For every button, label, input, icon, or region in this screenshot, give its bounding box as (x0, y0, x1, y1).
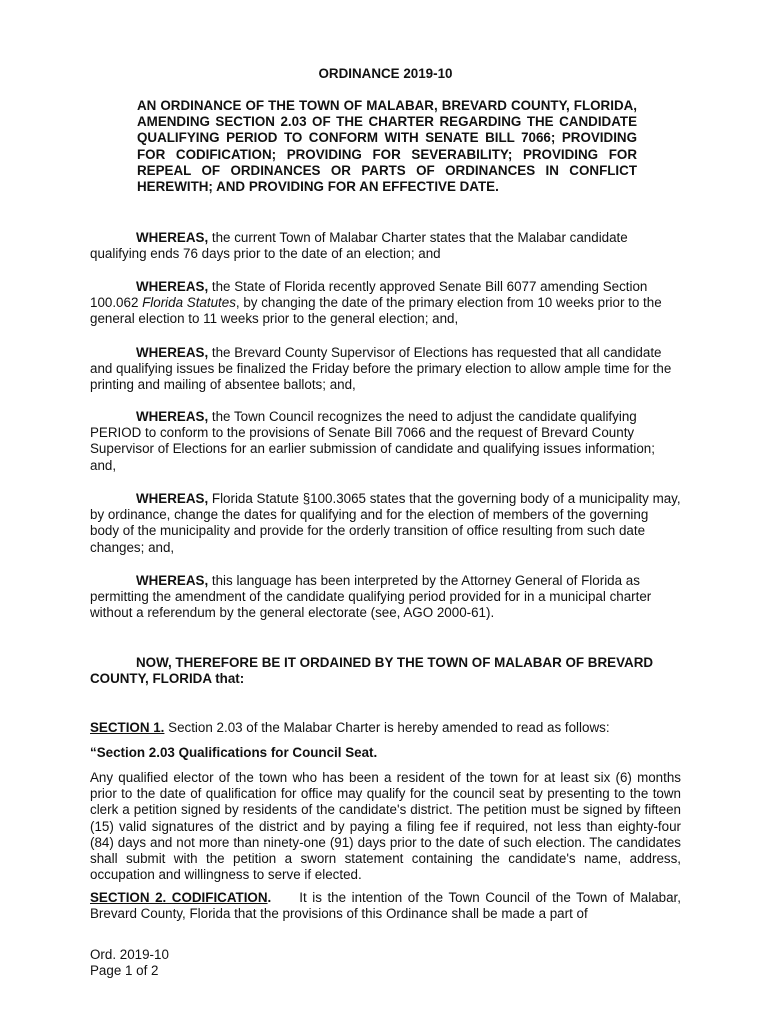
whereas-lead: WHEREAS, (136, 409, 209, 424)
whereas-text: this language has been interpreted by the Attorney General of Florida as permitting the amendment of the candidate qualifying period provided for in a municipal charter without a referendum by the general electorate (see, AGO 2000-61). (90, 573, 652, 621)
section-1-text: Section 2.03 of the Malabar Charter is hereby amended to read as follows: (164, 720, 610, 735)
whereas-lead: WHEREAS, (136, 573, 209, 588)
footer-page-number: Page 1 of 2 (90, 963, 159, 979)
page-footer (90, 947, 290, 979)
ordinance-heading: AN ORDINANCE OF THE TOWN OF MALABAR, BREVARD COUNTY, FLORIDA, AMENDING SECTION 2.03 OF THE CHARTER REGARDING THE CANDIDATE QUALIFYING PERIOD TO CONFORM WITH SENATE BILL 7066; PROVIDING FOR CODIFICATION; PROVIDING FOR SEVERABILITY; PROVIDING FOR REPEAL OF ORDINANCES OR PARTS OF ORDINANCES IN CONFLICT HEREWITH; AND PROVIDING FOR AN EFFECTIVE DATE. (137, 98, 637, 195)
section-2-text: It is the intention of the Town Council of the Town of Malabar, Brevard County, Florida that the provisions of this Ordinance shall be made a part of (90, 890, 681, 922)
whereas-text: Florida Statute §100.3065 states that the governing body of a municipality may, by ordinance, change the dates for qualifying and for the election of members of the governing body of the municipality and provide for the orderly transition of office resulting from such date changes; and, (90, 491, 681, 555)
whereas-paragraph-5 (90, 491, 681, 556)
ordinance-title: ORDINANCE 2019-10 (318, 66, 453, 81)
whereas-lead: WHEREAS, (136, 345, 209, 360)
whereas-lead: WHEREAS, (136, 230, 209, 245)
section-2-period: . (267, 890, 272, 905)
footer-ordinance-number: Ord. 2019-10 (90, 947, 169, 962)
whereas-text: the current Town of Malabar Charter states that the Malabar candidate qualifying ends 76 days prior to the date of an election; and (90, 230, 628, 262)
section-1 (90, 720, 681, 736)
whereas-text: the Town Council recognizes the need to adjust the candidate qualifying PERIOD to conform to the provisions of Senate Bill 7066 and the request of Brevard County Supervisor of Elections for an earlier submission of candidate and qualifying issues information; and, (90, 409, 655, 473)
whereas-paragraph-1 (90, 230, 681, 262)
section-2-03-body: Any qualified elector of the town who has been a resident of the town for at least six (6) months prior to the date of qualification for office may qualify for the council seat by presenting to the town clerk a petition signed by residents of the candidate's district. The petition must be signed by fifteen (15) valid signatures of the district and by paying a filing fee if required, not less than eighty-four (84) days and not more than ninety-one (91) days prior to the date of such election. The candidates shall submit with the petition a sworn statement containing the candidate's name, address, occupation and willingness to serve if elected. (90, 770, 681, 883)
section-2 (90, 890, 681, 922)
ordained-clause: NOW, THEREFORE BE IT ORDAINED BY THE TOWN OF MALABAR OF BREVARD COUNTY, FLORIDA that: (90, 655, 654, 687)
whereas-text: the State of Florida recently approved Senate Bill 6077 amending Section 100.062 (90, 279, 648, 311)
whereas-paragraph-6 (90, 573, 681, 622)
whereas-lead: WHEREAS, (136, 279, 209, 294)
document-page (90, 0, 681, 1024)
whereas-text: the Brevard County Supervisor of Elections has requested that all candidate and qualifying issues be finalized the Friday before the primary election to allow ample time for the printing and mailing of absentee ballots; and, (90, 345, 672, 393)
whereas-paragraph-4 (90, 409, 681, 474)
whereas-paragraph-2 (90, 279, 681, 328)
whereas-text: , by changing the date of the primary election from 10 weeks prior to the general election to 11 weeks prior to the general election; and, (90, 295, 662, 327)
section-2-03-title: “Section 2.03 Qualifications for Council Seat. (90, 745, 378, 760)
whereas-paragraph-3 (90, 345, 681, 394)
whereas-italic-text: Florida Statutes (142, 295, 236, 311)
section-2-label: SECTION 2. CODIFICATION (90, 890, 268, 905)
section-1-label: SECTION 1. (90, 720, 165, 735)
whereas-lead: WHEREAS, (136, 491, 209, 506)
